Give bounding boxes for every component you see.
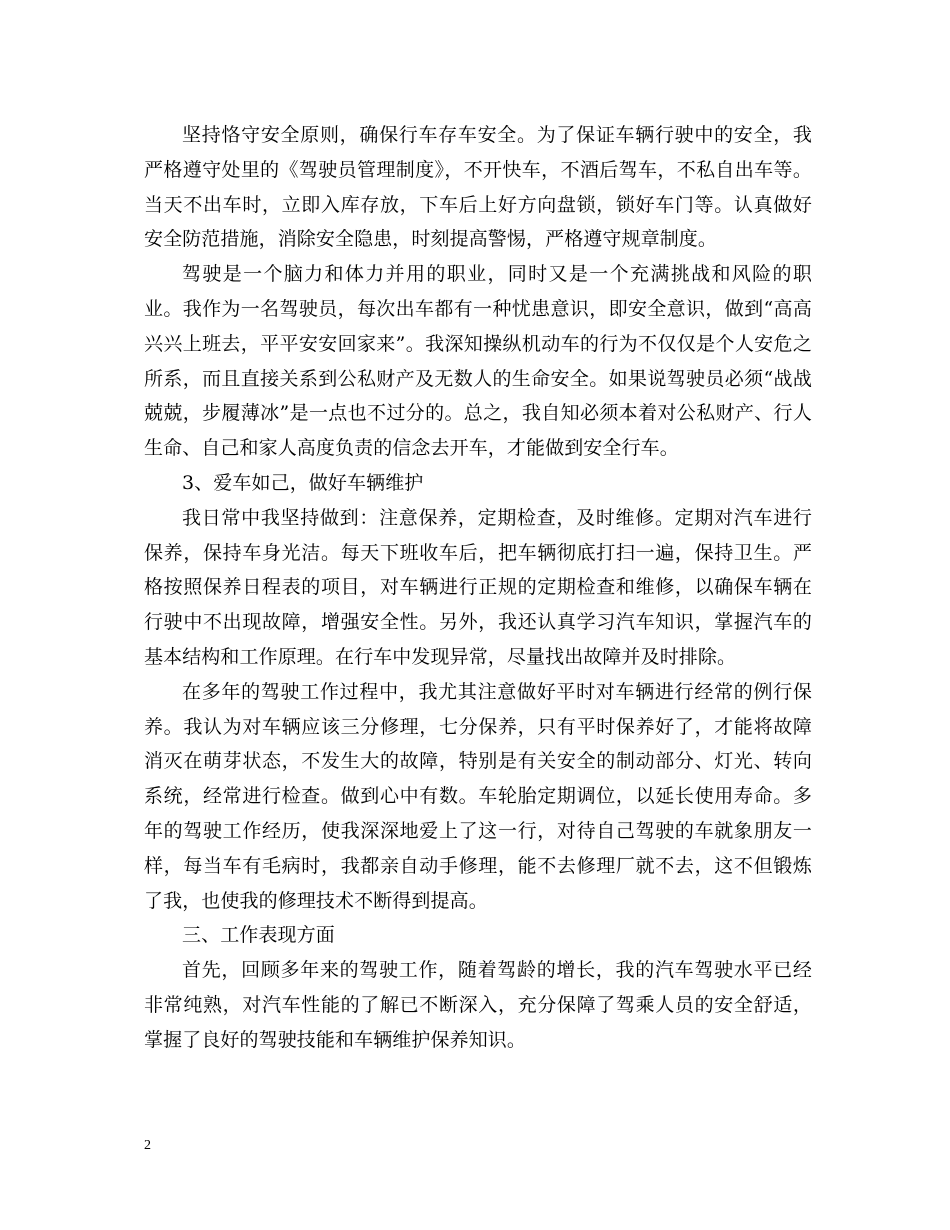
- paragraph-daily-maintenance: 我日常中我坚持做到：注意保养，定期检查，及时维修。定期对汽车进行保养，保持车身光洁。每天下班收车后，把车辆彻底打扫一遍，保持卫生。严格按照保养日程表的项目，对车辆进行正规的定期检查和维修，以确保车辆在行驶中不出现故障，增强安全性。另外，我还认真学习汽车知识，掌握汽车的基本结构和工作原理。在行车中发现异常，尽量找出故障并及时排除。: [144, 506, 812, 668]
- paragraph-review: 首先，回顾多年来的驾驶工作，随着驾龄的增长，我的汽车驾驶水平已经非常纯熟，对汽车性能的了解已不断深入，充分保障了驾乘人员的安全舒适，掌握了良好的驾驶技能和车辆维护保养知识。: [144, 959, 812, 1051]
- paragraph-safety-principles: 坚持恪守安全原则，确保行车存车安全。为了保证车辆行驶中的安全，我严格遵守处里的《驾驶员管理制度》，不开快车，不酒后驾车，不私自出车等。当天不出车时，立即入库存放，下车后上好方向盘锁，锁好车门等。认真做好安全防范措施，消除安全隐患，时刻提高警惕，严格遵守规章制度。: [144, 124, 812, 251]
- section-heading-work-performance: 三、工作表现方面: [182, 924, 335, 947]
- paragraph-driving-profession: 驾驶是一个脑力和体力并用的职业，同时又是一个充满挑战和风险的职业。我作为一名驾驶员，每次出车都有一种忧患意识，即安全意识，做到“高高兴兴上班去，平平安安回家来”。我深知操纵机动车的行为不仅仅是个人安危之所系，而且直接关系到公私财产及无数人的生命安全。如果说驾驶员必须“战战兢兢，步履薄冰”是一点也不过分的。总之，我自知必须本着对公私财产、行人生命、自己和家人高度负责的信念去开车，才能做到安全行车。: [144, 263, 812, 460]
- document-body: [144, 118, 812, 1058]
- section-heading-vehicle-maintenance: 3、爱车如己，做好车辆维护: [182, 471, 424, 494]
- paragraph-routine-care: 在多年的驾驶工作过程中，我尤其注意做好平时对车辆进行经常的例行保养。我认为对车辆应该三分修理，七分保养，只有平时保养好了，才能将故障消灭在萌芽状态，不发生大的故障，特别是有关安全的制动部分、灯光、转向系统，经常进行检查。做到心中有数。车轮胎定期调位，以延长使用寿命。多年的驾驶工作经历，使我深深地爱上了这一行，对待自己驾驶的车就象朋友一样，每当车有毛病时，我都亲自动手修理，能不去修理厂就不去，这不但锻炼了我，也使我的修理技术不断得到提高。: [144, 680, 812, 912]
- page-number: 2: [144, 1138, 151, 1153]
